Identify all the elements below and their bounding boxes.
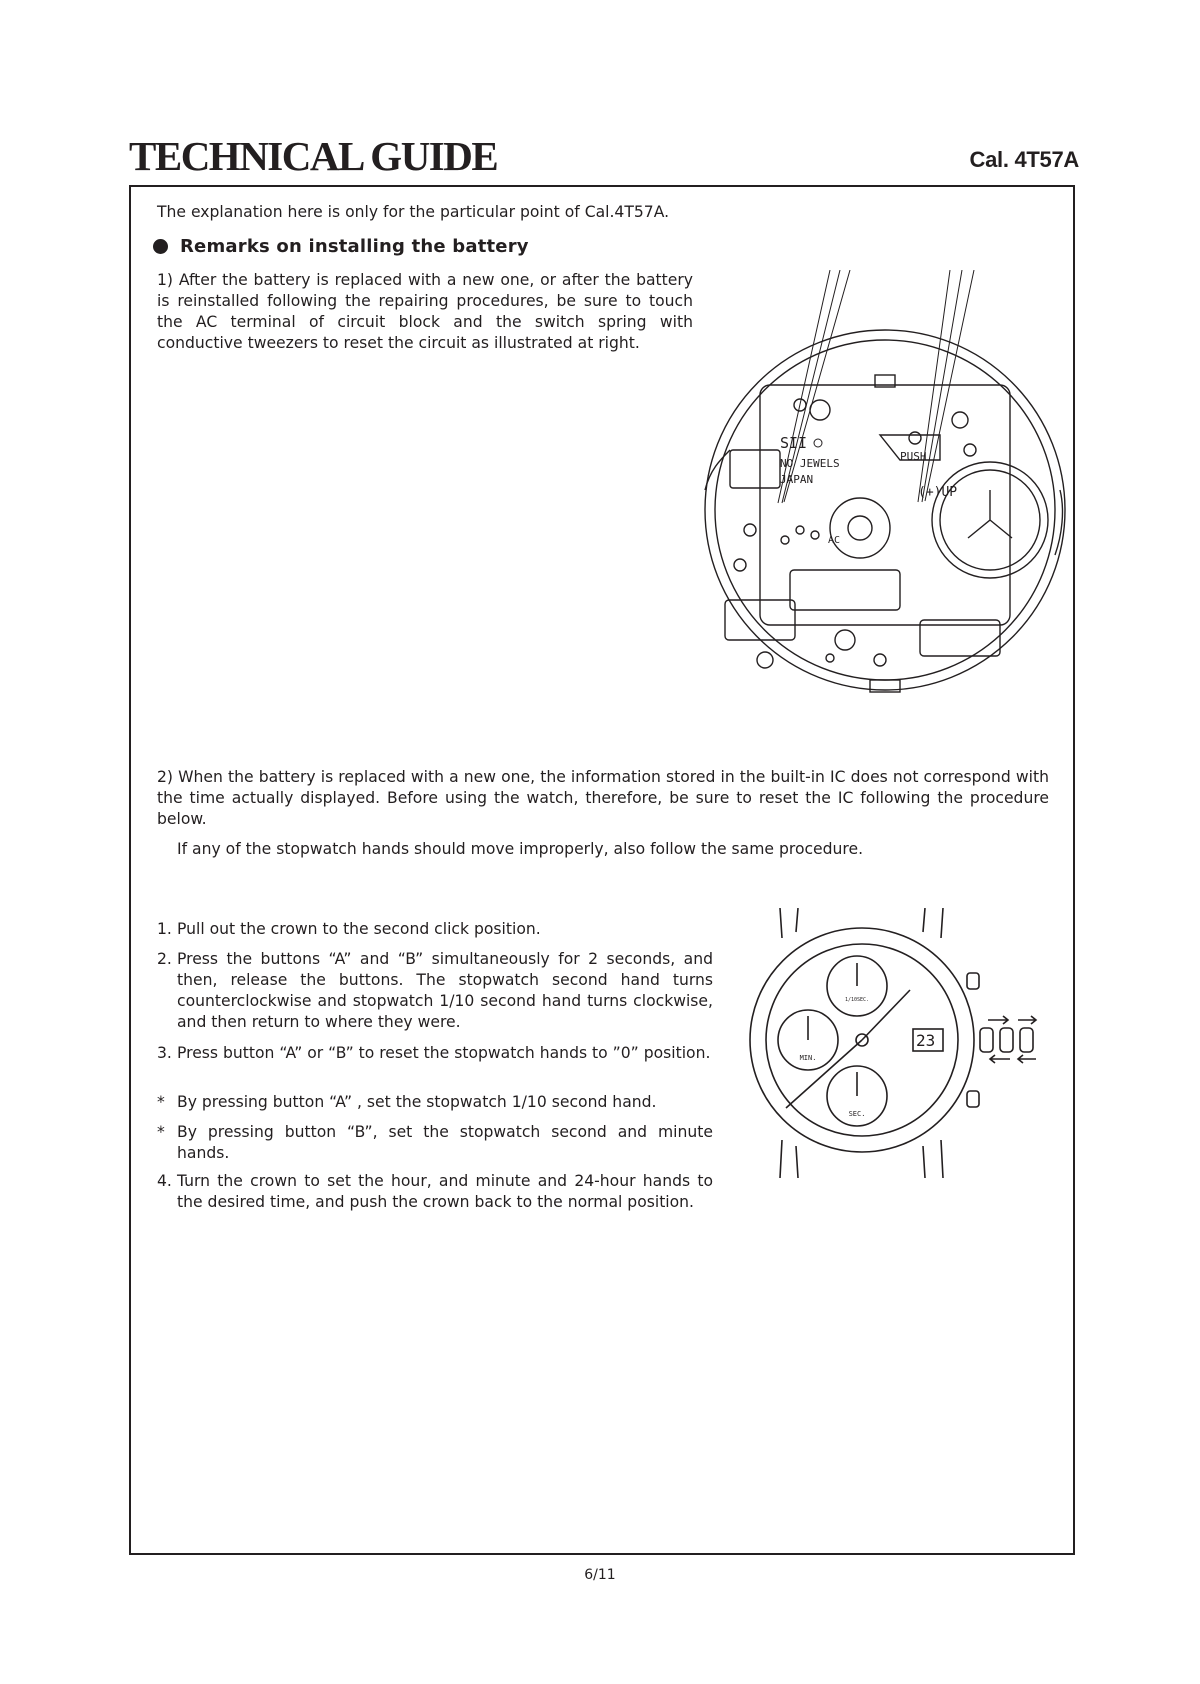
subdial-min-label: MIN.: [799, 1054, 817, 1062]
paragraph-2: 2) When the battery is replaced with a new one, the information stored in the built-in IC does not correspond with the time actually displayed. Before using the watch, therefore, be sure to reset the IC following the procedure below.: [157, 768, 1049, 828]
page-title: TECHNICAL GUIDE: [129, 133, 498, 179]
intro-text: The explanation here is only for the particular point of Cal.4T57A.: [157, 203, 670, 221]
step-2: 2. Press the buttons “A” and “B” simultaneously for 2 seconds, and then, release the buttons. The stopwatch second hand turns counterclockwise and stopwatch 1/10 second hand turns clockwise, and then return to where they were.: [157, 950, 713, 1031]
battery-clip: [968, 490, 1012, 538]
movement-inner-ring: [715, 340, 1055, 680]
section-heading: [153, 236, 529, 257]
movement-outer-ring: [705, 330, 1065, 690]
caliber-label: Cal. 4T57A: [969, 147, 1079, 172]
coil-block: [790, 570, 900, 610]
subdial-tenth-label: 1/10SEC.: [844, 997, 870, 1003]
minute-hand: [786, 1040, 862, 1108]
lower-lug-right: [923, 1140, 943, 1178]
arrow-in-1: [990, 1055, 1010, 1063]
movement-ac: AC: [828, 535, 841, 546]
crown-pos-1: [1000, 1028, 1013, 1052]
page-number: 6/11: [584, 1567, 616, 1583]
movement-up: (+)UP: [918, 485, 958, 500]
paragraph-2b: If any of the stopwatch hands should move improperly, also follow the same procedure.: [177, 840, 864, 858]
movement-country: JAPAN: [780, 473, 814, 486]
step-3: 3. Press button “A” or “B” to reset the stopwatch hands to ”0” position.: [157, 1044, 711, 1062]
button-a: [967, 973, 979, 989]
arrow-in-2: [1018, 1055, 1036, 1063]
step-1: 1. Pull out the crown to the second click position.: [157, 920, 541, 938]
subdial-sec-label: SEC.: [848, 1110, 866, 1118]
note-button-b: * By pressing button “B”, set the stopwatch second and minute hands.: [157, 1123, 713, 1162]
crown-pos-0: [980, 1028, 993, 1052]
coil-wheel: [830, 498, 890, 558]
paragraph-1: 1) After the battery is replaced with a new one, or after the battery is reinstalled following the repairing procedures, be sure to touch the AC terminal of circuit block and the switch spring with conductive tweezers to reset the circuit as illustrated at right.: [157, 271, 693, 352]
date-value: 23: [916, 1031, 936, 1050]
crown-pos-2: [1020, 1028, 1033, 1052]
note-button-a: * By pressing button “A” , set the stopwatch 1/10 second hand.: [157, 1093, 657, 1111]
upper-lug-right: [923, 908, 943, 938]
movement-plate: [760, 385, 1010, 625]
button-b: [967, 1091, 979, 1107]
bullet-icon: [153, 239, 168, 254]
movement-push: PUSH: [900, 450, 927, 463]
hour-hand: [862, 990, 910, 1040]
movement-jewels: NO JEWELS: [780, 457, 840, 470]
movement-brand: SII: [780, 434, 808, 452]
step-4: 4. Turn the crown to set the hour, and minute and 24-hour hands to the desired time, and push the crown back to the normal position.: [157, 1172, 713, 1211]
upper-lug-left: [780, 908, 798, 938]
watch-illustration: [730, 908, 1070, 1188]
lower-lug-left: [780, 1140, 798, 1178]
arrow-out-2: [1018, 1016, 1036, 1024]
arrow-out-1: [988, 1016, 1008, 1024]
movement-illustration: [700, 270, 1090, 710]
section-heading-text: Remarks on installing the battery: [180, 236, 529, 257]
